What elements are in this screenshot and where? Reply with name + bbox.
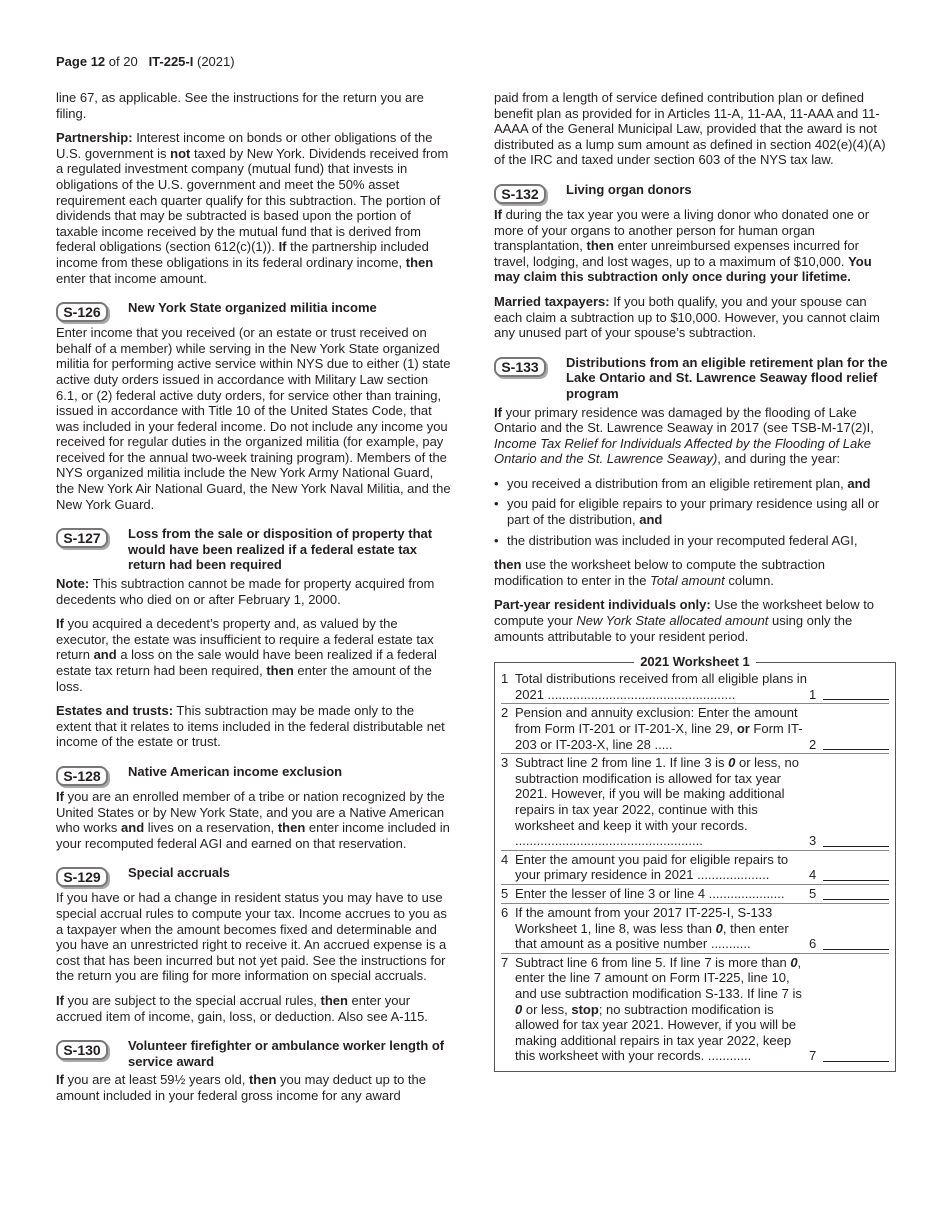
form-number: IT-225-I [148, 54, 194, 69]
s127-estates: Estates and trusts: This subtraction may be made only to the extent that it relates to items included in the federal distributable net income of the estate or trust. [56, 703, 445, 750]
s132-badge: S-132 [494, 184, 546, 204]
right-column [494, 90, 896, 1072]
worksheet-row-number: 3 [501, 755, 509, 771]
s126-heading [56, 300, 453, 322]
worksheet-entry-field[interactable] [823, 936, 889, 950]
worksheet-row-text: Enter the amount you paid for eligible repairs to your primary residence in 2021 .................... [515, 851, 789, 883]
partnership-paragraph: Partnership: Interest income on bonds or other obligations of the U.S. government is not taxed by New York. Dividends received from a regulated investment company (mutual fund) that invests in obligations of the U.S. government and meet the 50% asset requirement each quarter qualify for this subtraction. The portion of dividends that may be subtracted is based upon the portion of taxable income received by the mutual fund that is derived from federal obligations (section 612(c)(1)). If the partnership included income from these obligations in its federal ordinary income, then enter that income amount. [56, 130, 449, 286]
s132-heading [494, 182, 896, 204]
s127-heading [56, 526, 453, 573]
list-item: • you paid for eligible repairs to your primary residence using all or part of the distribution, and [494, 496, 896, 527]
s126-title: New York State organized militia income [128, 300, 377, 316]
worksheet-entry-field[interactable] [823, 886, 889, 900]
s133-heading [494, 355, 896, 402]
worksheet-row [501, 670, 889, 704]
continued-paragraph: paid from a length of service defined contribution plan or defined benefit plan as provided for in Articles 11-A, 11-AA, 11-AAA and 11-AAAA of the General Municipal Law, provided that the award is not distributed as a lump sum amount as defined in section 402(e)(4)(A) of the IRC and taxed under section 603 of the NYS tax law. [494, 90, 886, 168]
s133-part-year: Part-year resident individuals only: Use the worksheet below to compute your New York State allocated amount using only the amounts attributable to your resident period. [494, 597, 875, 644]
page-header [56, 54, 235, 70]
list-item: • the distribution was included in your recomputed federal AGI, [494, 533, 896, 549]
worksheet-line-number: 6 [809, 936, 817, 952]
worksheet-row [501, 954, 889, 1065]
worksheet-line-number: 5 [809, 886, 817, 902]
s133-then: then use the worksheet below to compute the subtraction modification to enter in the Total amount column. [494, 557, 825, 588]
worksheet-row [501, 851, 889, 885]
worksheet [494, 654, 896, 1072]
s133-body: If your primary residence was damaged by the flooding of Lake Ontario and the St. Lawrence Seaway in 2017 (see TSB-M-17(2)I, Income Tax Relief for Individuals Affected by the Flooding of Lake Ontario and the St. Lawrence Seaway), and during the year: [494, 404, 874, 467]
s132-body: If during the tax year you were a living donor who donated one or more of your organs to another person for human organ transplantation, then enter unreimbursed expenses incurred for travel, lodging, and lost wages, up to a maximum of $10,000. You may claim this subtraction only once during your lifetime. [494, 206, 872, 285]
worksheet-row-number: 2 [501, 705, 509, 721]
worksheet-row-text: Pension and annuity exclusion: Enter the amount from Form IT-201 or IT-201-X, line 29, or Form IT-203 or IT-203-X, line 28 ..... [515, 705, 803, 752]
s130-badge: S-130 [56, 1040, 108, 1060]
worksheet-line-number: 7 [809, 1048, 817, 1064]
s132-married: Married taxpayers: If you both qualify, you and your spouse can each claim a subtraction up to $10,000. However, you cannot claim any unused part of your spouse’s subtraction. [494, 293, 880, 341]
s126-badge: S-126 [56, 302, 108, 322]
form-year: (2021) [196, 54, 235, 69]
worksheet-entry-field[interactable] [823, 686, 889, 700]
s128-badge: S-128 [56, 766, 108, 786]
list-item: • you received a distribution from an eligible retirement plan, and [494, 476, 896, 492]
worksheet-row-text: Total distributions received from all eligible plans in 2021 .................................................... [515, 671, 807, 702]
worksheet-line-number: 4 [809, 867, 817, 883]
s130-title: Volunteer firefighter or ambulance worker length of service award [128, 1038, 445, 1069]
s129-heading [56, 865, 453, 887]
s133-badge: S-133 [494, 357, 546, 377]
intro-paragraph: line 67, as applicable. See the instructions for the return you are filing. [56, 90, 424, 121]
worksheet-row-text: Enter the lesser of line 3 or line 4 ..................... [515, 885, 785, 901]
s133-title: Distributions from an eligible retirement plan for the Lake Ontario and St. Lawrence Seaway flood relief program [566, 354, 888, 401]
worksheet-row [501, 704, 889, 754]
s128-title: Native American income exclusion [128, 763, 343, 779]
worksheet-row-text: If the amount from your 2017 IT-225-I, S-133 Worksheet 1, line 8, was less than 0, then enter that amount as a positive number ........... [515, 904, 789, 952]
worksheet-row-number: 1 [501, 671, 509, 687]
left-column [56, 90, 453, 1112]
page-label: Page [56, 54, 88, 69]
s132-title: Living organ donors [566, 181, 692, 197]
worksheet-row-number: 6 [501, 904, 509, 920]
worksheet-entry-field[interactable] [823, 867, 889, 881]
s127-badge: S-127 [56, 528, 108, 548]
worksheet-row-text: Subtract line 2 from line 1. If line 3 is 0 or less, no subtraction modification is allowed for tax year 2021. However, if you will be making additional repairs in tax year 2022, continue with this worksheet and keep it with your records. .................................................... [515, 755, 799, 849]
s127-body: If you acquired a decedent’s property and, as valued by the executor, the estate was insufficient to require a federal estate tax return and a loss on the sale would have been realized if a federal estate tax return had been required, then enter the amount of the loss. [56, 616, 437, 694]
s128-body: If you are an enrolled member of a tribe or nation recognized by the United States or by New York State, and you are a Native American who works and lives on a reservation, then enter income included in your recomputed federal AGI and earned on that reservation. [56, 788, 450, 851]
s129-title: Special accruals [128, 865, 230, 881]
worksheet-entry-field[interactable] [823, 736, 889, 750]
s126-body: Enter income that you received (or an estate or trust received on behalf of a member) while serving in the New York State organized militia for performing active service within NYS due to either (1) state active duty orders issued in accordance with Military Law section 6.1, or (2) federal active duty orders, for service other than training, issued in accordance with Title 10 of the United States Code, that was included in your federal income. Do not include any income you received for regular duties in the organized militia (for example, pay received for the annual two-week training program). Members of the NYS organized militia include the New York Army National Guard, the New York Air National Guard, the New York Naval Militia, and the New York Guard. [56, 325, 451, 512]
worksheet-row [501, 885, 889, 904]
s127-note: Note: This subtraction cannot be made for property acquired from decedents who died on or after February 1, 2000. [56, 576, 435, 607]
s133-bullets [494, 476, 896, 548]
worksheet-line-number: 3 [809, 833, 817, 849]
s128-heading [56, 764, 453, 786]
page-of: of 20 [108, 54, 138, 69]
worksheet-row-text: Subtract line 6 from line 5. If line 7 is more than 0, enter the line 7 amount on Form IT-225, line 10, and use subtraction modification S-133. If line 7 is 0 or less, stop; no subtraction modification is allowed for tax year 2021. However, if you will be making additional repairs in tax year 2022, keep this worksheet with your records. ............ [515, 954, 802, 1064]
s130-body: If you are at least 59½ years old, then you may deduct up to the amount included in your federal gross income for any award [56, 1072, 427, 1103]
worksheet-rows [501, 670, 889, 1065]
s129-body: If you have or had a change in resident status you may have to use special accrual rules to compute your tax. Income accrues to you as a taxpayer when the amount becomes fixed and determinable and you have an unrestricted right to receive it. An accrued expense is a cost that has been incurred but not yet paid. See the instructions for the return you are filing for more information on special accruals. [56, 890, 447, 984]
worksheet-title: 2021 Worksheet 1 [495, 654, 895, 670]
worksheet-row [501, 904, 889, 954]
worksheet-entry-field[interactable] [823, 833, 889, 847]
s129-body-2: If you are subject to the special accrual rules, then enter your accrued item of income, gain, loss, or deduction. Also see A-115. [56, 992, 428, 1024]
worksheet-row-number: 4 [501, 851, 509, 867]
s129-badge: S-129 [56, 867, 108, 887]
s130-heading [56, 1038, 453, 1069]
worksheet-row [501, 754, 889, 851]
worksheet-row-number: 7 [501, 954, 509, 970]
page-number: 12 [90, 54, 106, 69]
worksheet-row-number: 5 [501, 885, 509, 901]
worksheet-line-number: 1 [809, 686, 817, 702]
worksheet-entry-field[interactable] [823, 1048, 889, 1062]
worksheet-line-number: 2 [809, 736, 817, 752]
s127-title: Loss from the sale or disposition of property that would have been realized if a federal estate tax return had been required [128, 526, 433, 573]
